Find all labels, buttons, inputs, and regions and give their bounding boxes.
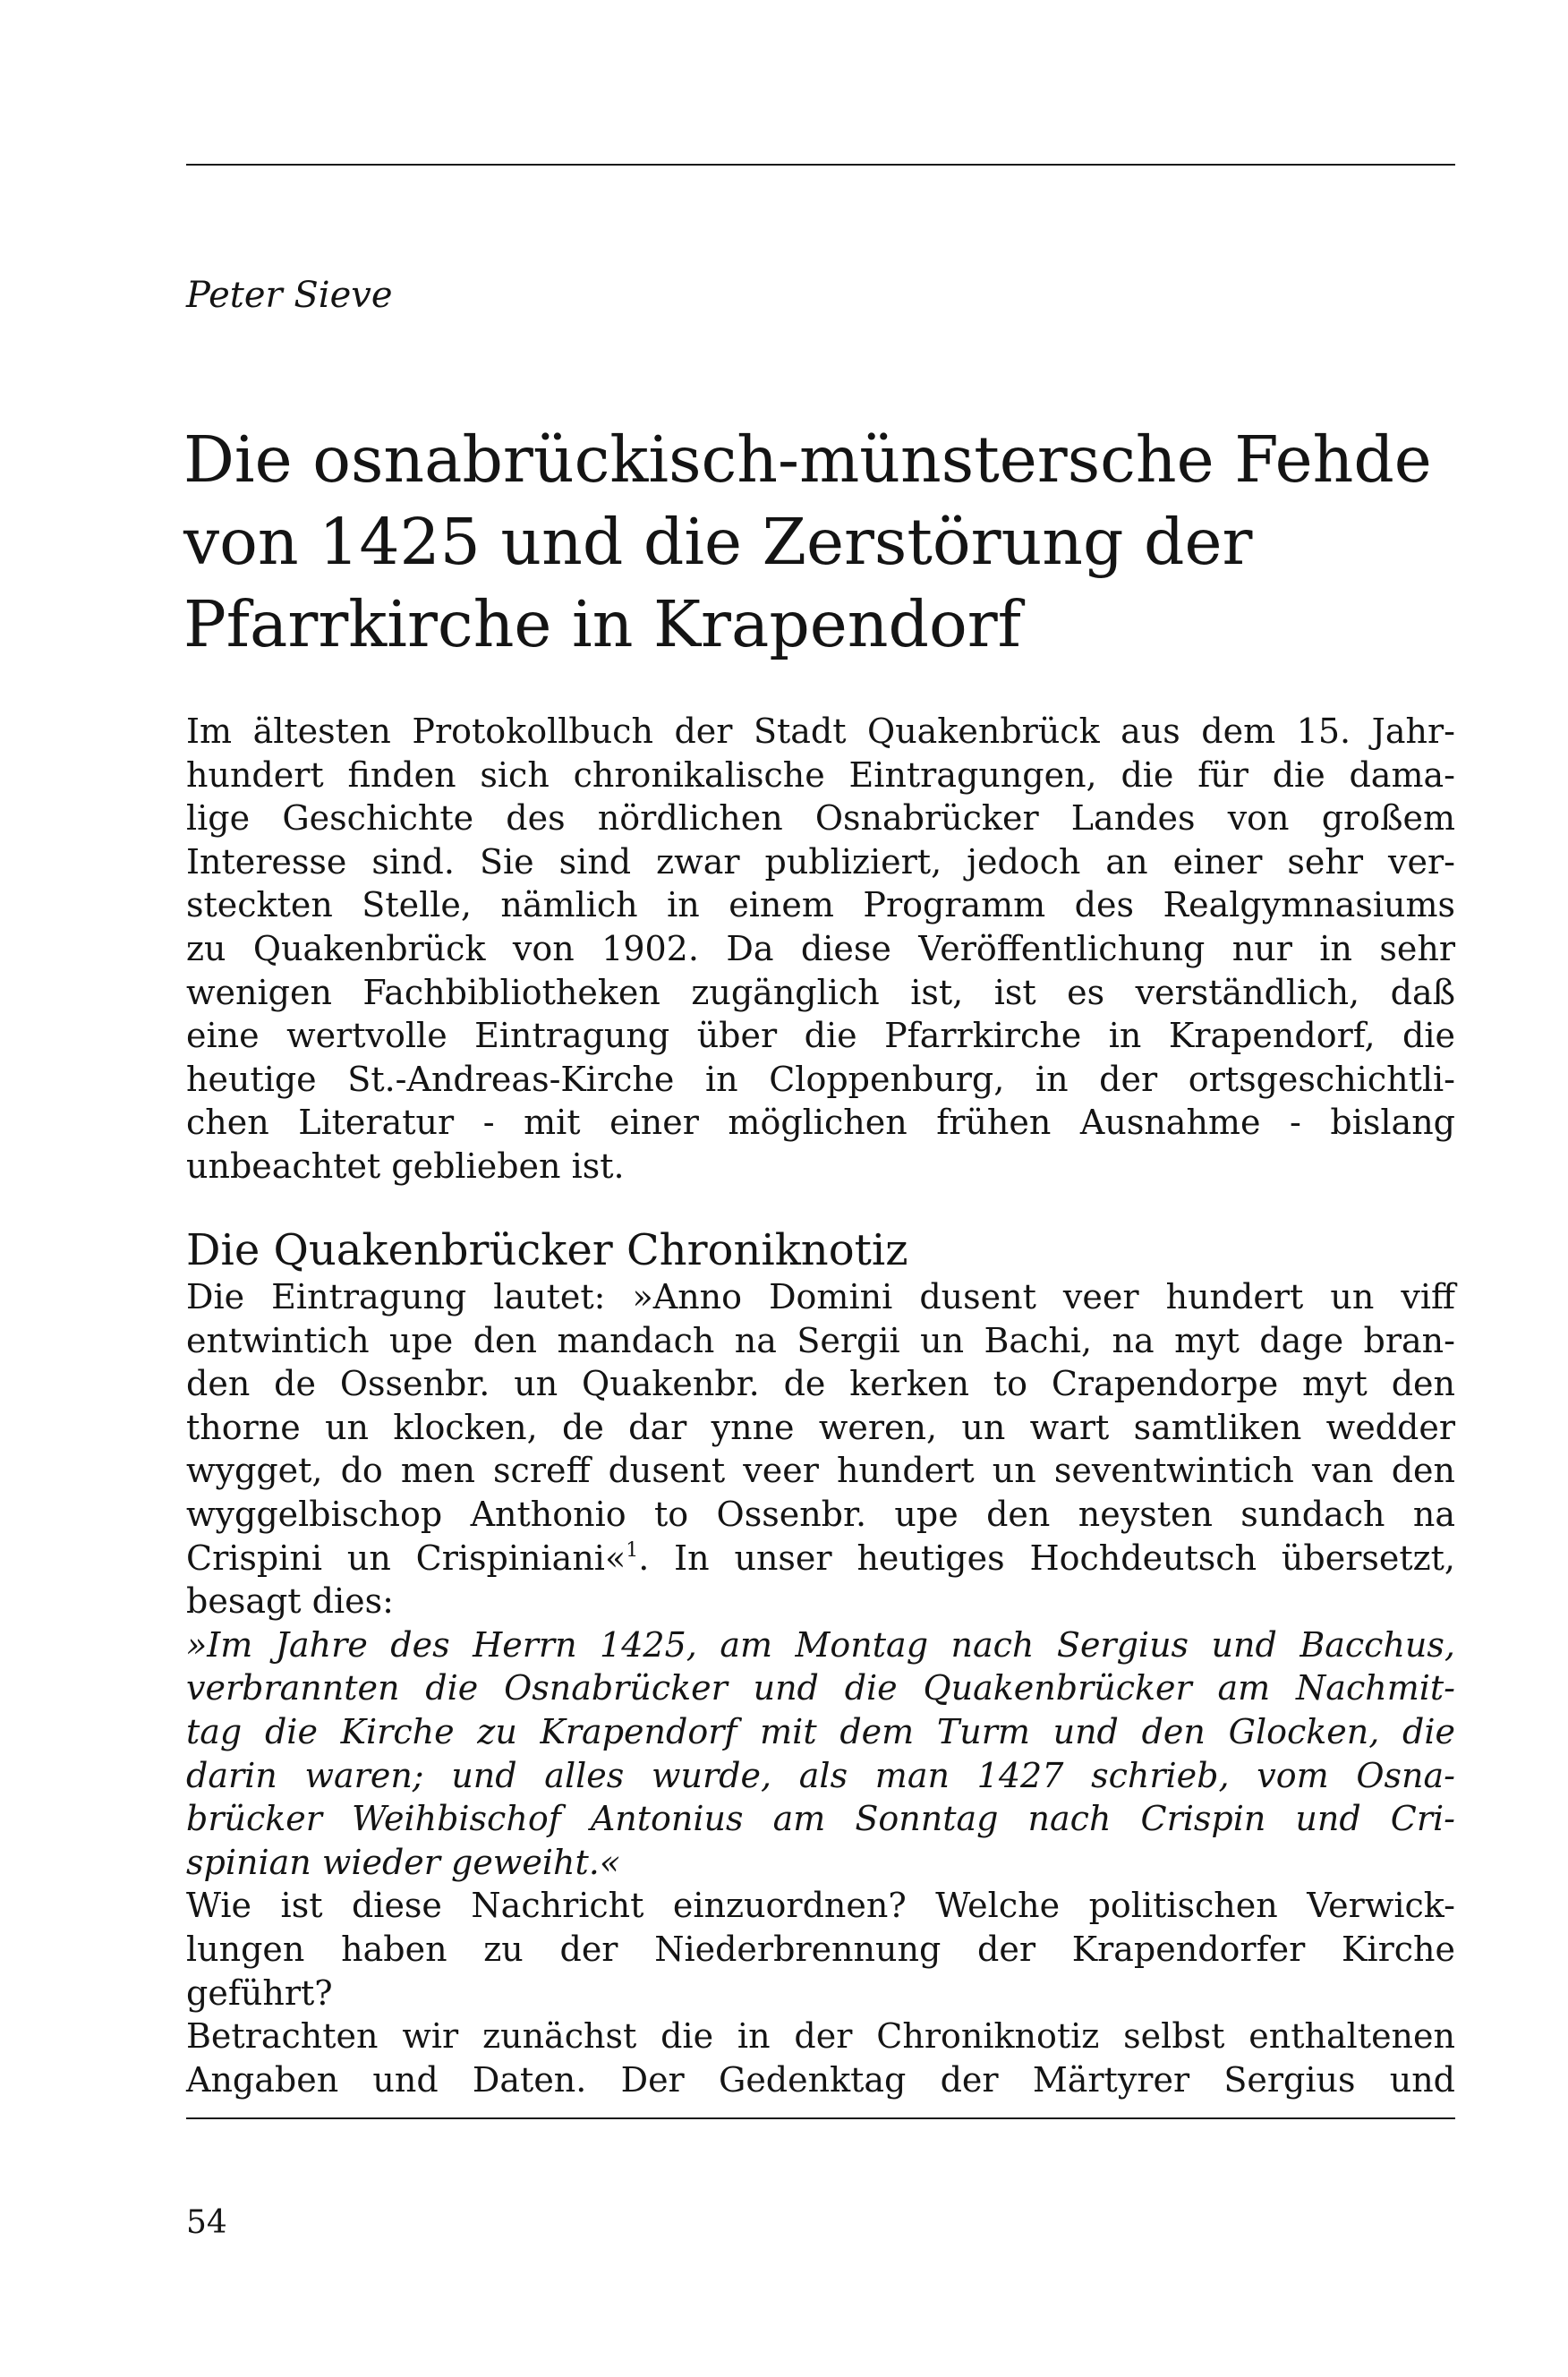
title-line: von 1425 und die Zerstörung der (183, 505, 1253, 579)
text-line: unbeachtet geblieben ist. (186, 1146, 625, 1186)
text-line: Interesse sind. Sie sind zwar publiziert, jedoch an einer sehr ver- (186, 841, 1455, 882)
text-line: steckten Stelle, nämlich in einem Programm des Realgymnasiums (186, 885, 1455, 925)
quote-line-end: . In unser heutiges Hochdeutsch übersetzt, (638, 1538, 1456, 1578)
top-rule (186, 164, 1455, 166)
text-line: eine wertvolle Eintragung über die Pfarrkirche in Krapendorf, die (186, 1016, 1455, 1056)
section-body (186, 1275, 1455, 2101)
author-name: Peter Sieve (186, 275, 393, 316)
text-line: Im ältesten Protokollbuch der Stadt Quakenbrück aus dem 15. Jahr- (186, 711, 1455, 751)
translation-line: darin waren; und alles wurde, als man 1427 schrieb, vom Osna- (186, 1755, 1455, 1795)
page-number: 54 (186, 2204, 227, 2241)
text-line: lungen haben zu der Niederbrennung der Krapendorfer Kirche (186, 1929, 1455, 1969)
footnote-marker: 1 (626, 1538, 639, 1562)
quote-line: den de Ossenbr. un Quakenbr. de kerken to Crapendorpe myt den (186, 1364, 1455, 1404)
text-line: besagt dies: (186, 1581, 394, 1622)
quote-line: wyggelbischop Anthonio to Ossenbr. upe den neysten sundach na (186, 1494, 1455, 1534)
translation-line: »Im Jahre des Herrn 1425, am Montag nach Sergius und Bacchus, (186, 1624, 1455, 1665)
quote-line-with-footnote (186, 1537, 1455, 1580)
translation-line: brücker Weihbischof Antonius am Sonntag nach Crispin und Cri- (186, 1799, 1455, 1839)
text-line: Betrachten wir zunächst die in der Chroniknotiz selbst enthaltenen (186, 2016, 1455, 2057)
text-line: zu Quakenbrück von 1902. Da diese Veröffentlichung nur in sehr (186, 928, 1455, 968)
quote-line: thorne un klocken, de dar ynne weren, un wart samtliken wedder (186, 1407, 1455, 1447)
text-line: heutige St.-Andreas-Kirche in Cloppenburg, in der ortsgeschichtli- (186, 1059, 1455, 1099)
text-line: wenigen Fachbibliotheken zugänglich ist, ist es verständlich, daß (186, 972, 1455, 1012)
section-heading: Die Quakenbrücker Chroniknotiz (186, 1225, 908, 1275)
title-line: Die osnabrückisch-münstersche Fehde (183, 422, 1432, 497)
translation-line: tag die Kirche zu Krapendorf mit dem Turm und den Glocken, die (186, 1711, 1455, 1751)
quote-line: Die Eintragung lautet: »Anno Domini dusent veer hundert un viff (186, 1277, 1455, 1316)
translation-line: spinian wieder geweiht.« (186, 1842, 621, 1882)
quote-line: wygget, do men screff dusent veer hundert un seventwintich van den (186, 1451, 1455, 1491)
text-line: hundert finden sich chronikalische Eintragungen, die für die dama- (186, 754, 1455, 795)
text-line: lige Geschichte des nördlichen Osnabrücker Landes von großem (186, 798, 1455, 839)
quote-line: entwintich upe den mandach na Sergii un Bachi, na myt dage bran- (186, 1320, 1455, 1360)
title-line: Pfarrkirche in Krapendorf (183, 587, 1021, 661)
text-line: Wie ist diese Nachricht einzuordnen? Welche politischen Verwick- (186, 1886, 1455, 1926)
bottom-rule (186, 2117, 1455, 2119)
text-line: chen Literatur - mit einer möglichen frühen Ausnahme - bislang (186, 1103, 1455, 1143)
translation-line: verbrannten die Osnabrücker und die Quakenbrücker am Nachmit- (186, 1668, 1455, 1708)
intro-paragraph (186, 710, 1455, 1188)
text-line: geführt? (186, 1972, 333, 2013)
article-title (183, 419, 1463, 666)
text-line: Angaben und Daten. Der Gedenktag der Märtyrer Sergius und (186, 2059, 1455, 2100)
quote-line-start: Crispini un Crispiniani« (186, 1538, 626, 1578)
